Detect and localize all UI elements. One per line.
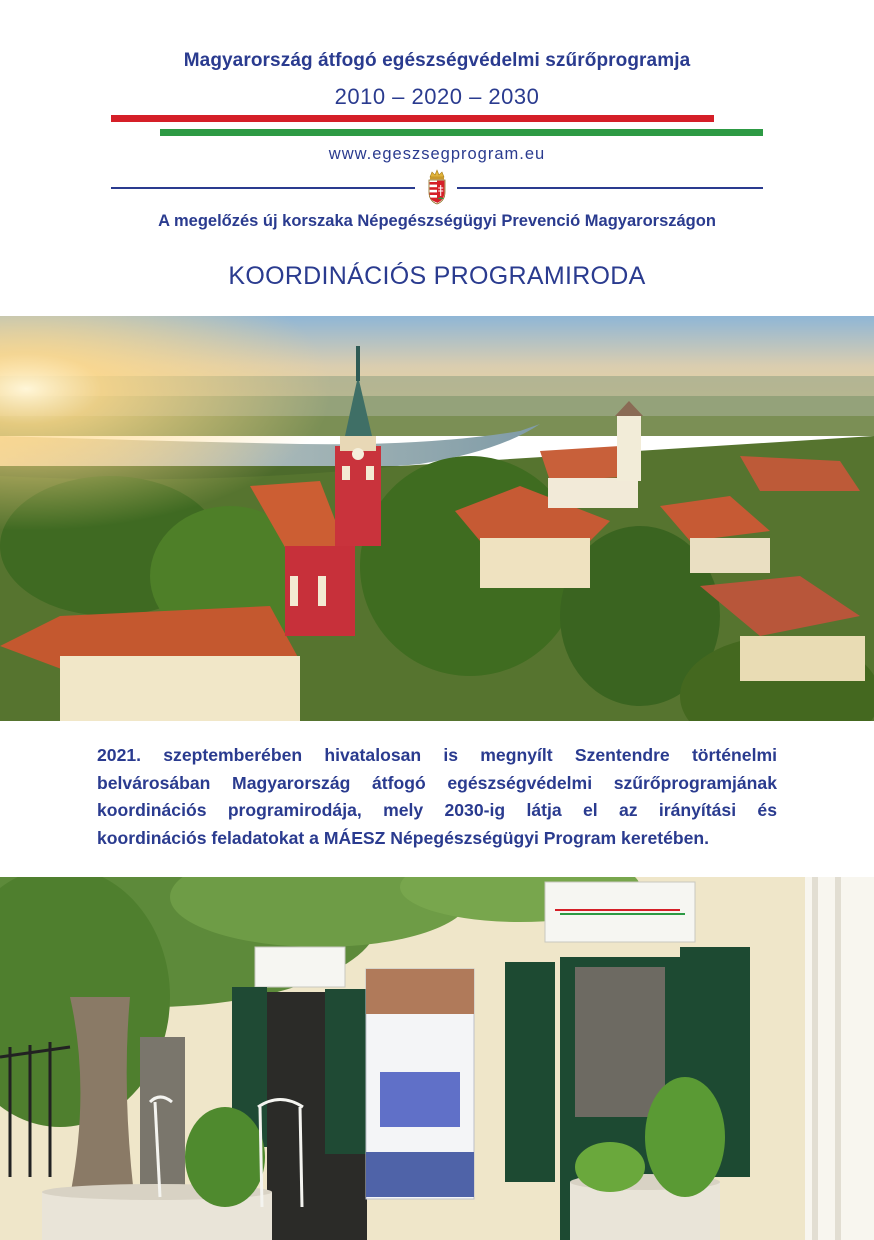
program-years: 2010 – 2020 – 2030: [334, 84, 540, 109]
office-title: KOORDINÁCIÓS PROGRAMIRODA: [228, 262, 646, 290]
red-flag-stripe: [111, 115, 714, 122]
website-link[interactable]: www.egeszsegprogram.eu: [328, 145, 546, 163]
announcement-line: 2021. szeptemberében hivatalosan is megnyílt Szentendre történelmi: [97, 745, 777, 765]
announcement-line: belvárosában Magyarország átfogó egészségvédelmi szűrőprogramjának: [97, 772, 777, 793]
announcement-text: [97, 742, 777, 852]
announcement-line: koordinációs feladatokat a MÁESZ Népegészségügyi Program keretében.: [97, 827, 710, 848]
office-storefront-photo: [0, 877, 874, 1240]
program-subtitle: A megelőzés új korszaka Népegészségügyi Prevenció Magyarországon: [158, 212, 716, 230]
szentendre-aerial-photo: [0, 316, 874, 721]
divider-left: [111, 187, 415, 189]
divider-right: [457, 187, 763, 189]
program-title: Magyarország átfogó egészségvédelmi szűrőprogramja: [183, 50, 691, 71]
green-flag-stripe: [160, 129, 763, 136]
hungarian-coat-of-arms-icon: [425, 168, 449, 206]
announcement-line: koordinációs programirodája, mely 2030-ig látja el az irányítási és: [97, 800, 777, 820]
